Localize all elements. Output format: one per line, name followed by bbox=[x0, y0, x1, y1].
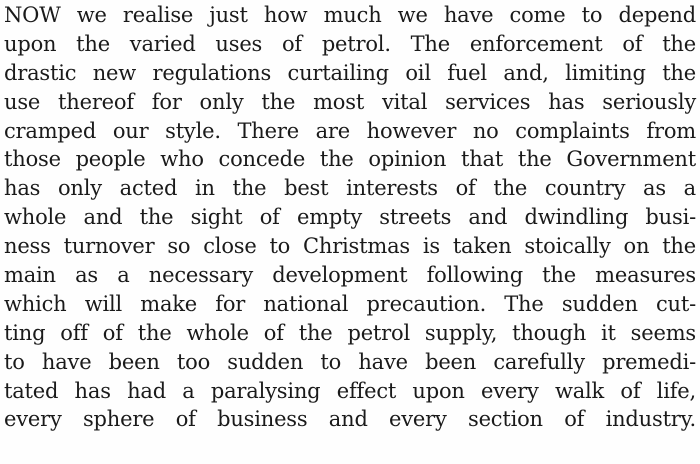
text-line-13: to have been too sudden to have been carefully premedi- bbox=[4, 349, 696, 374]
article-body bbox=[4, 1, 696, 434]
text-line-3: drastic new regulations curtailing oil fuel and, limiting the bbox=[4, 60, 696, 85]
text-line-14: tated has had a paralysing effect upon every walk of life, bbox=[4, 378, 696, 403]
text-line-5: cramped our style. There are however no complaints from bbox=[4, 118, 696, 143]
text-line-11: which will make for national precaution. The sudden cut- bbox=[4, 291, 696, 316]
text-line-15: every sphere of business and every section of industry. bbox=[4, 407, 696, 432]
text-line-9: ness turnover so close to Christmas is taken stoically on the bbox=[4, 234, 696, 259]
text-line-8: whole and the sight of empty streets and dwindling busi- bbox=[4, 205, 696, 230]
text-line-12: ting off of the whole of the petrol supply, though it seems bbox=[4, 320, 696, 345]
text-line-2: upon the varied uses of petrol. The enforcement of the bbox=[4, 31, 696, 56]
text-line-4: use thereof for only the most vital services has seriously bbox=[4, 89, 696, 114]
text-line-7: has only acted in the best interests of the country as a bbox=[4, 176, 696, 201]
text-line-1: NOW we realise just how much we have come to depend bbox=[4, 3, 696, 27]
text-line-6: those people who concede the opinion that the Government bbox=[4, 147, 696, 172]
text-line-10: main as a necessary development following the measures bbox=[4, 263, 696, 288]
